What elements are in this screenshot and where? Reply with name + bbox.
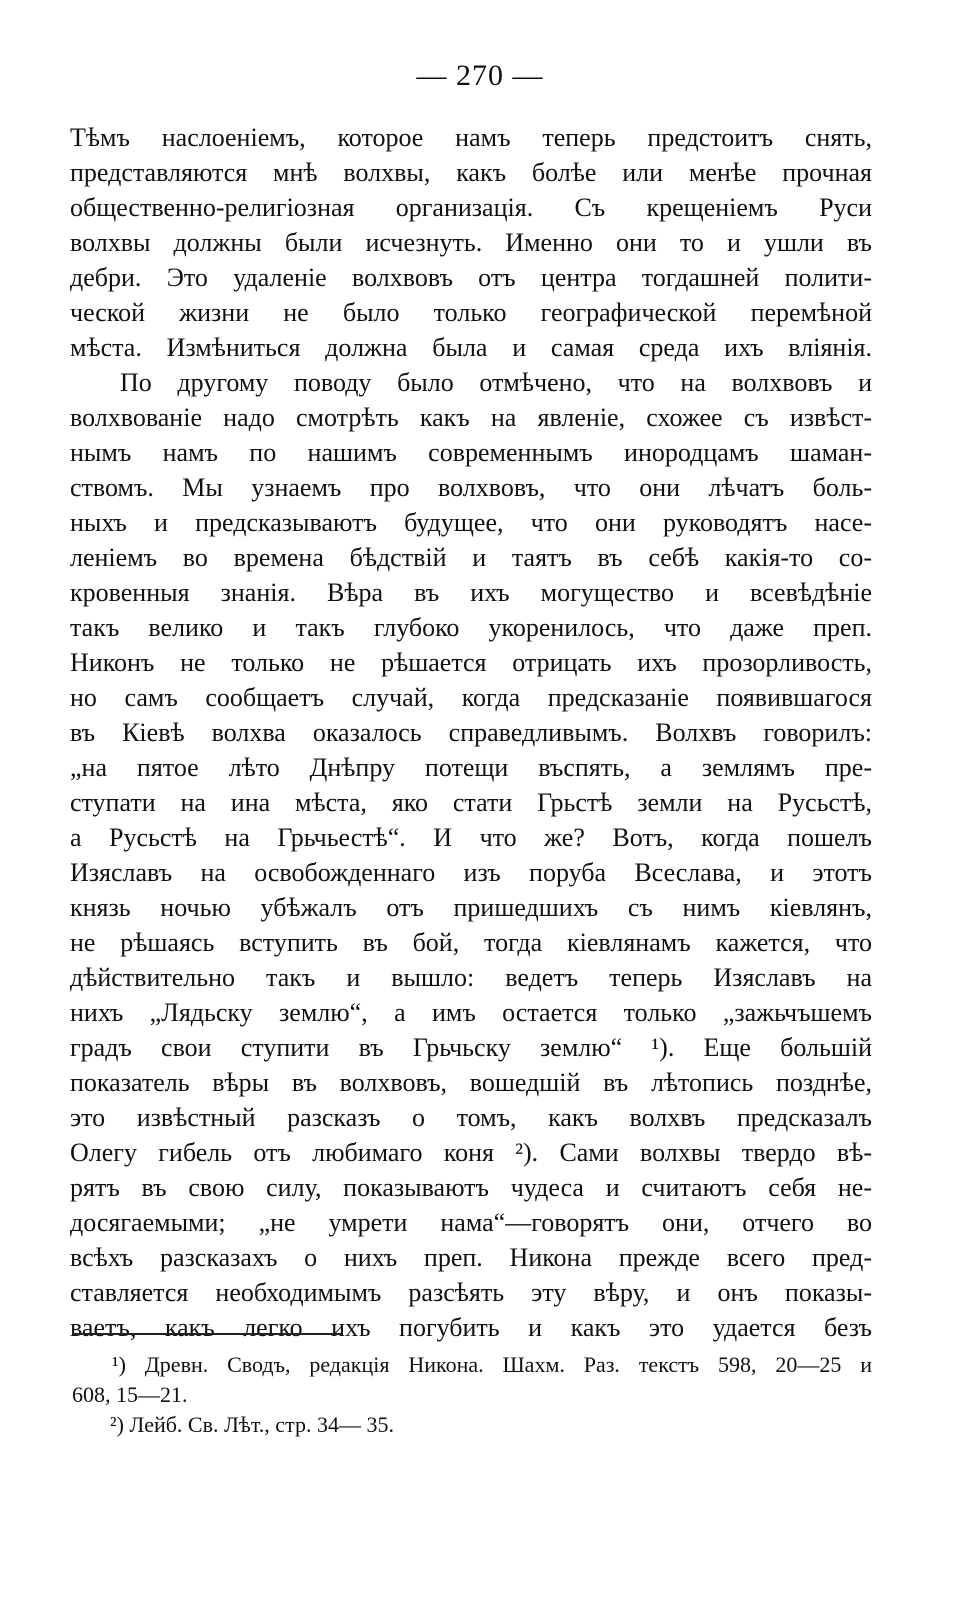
text-line: ставляется необходимымъ разсѣять эту вѣру, и онъ показы-: [70, 1278, 872, 1307]
text-line: Олегу гибель отъ любимаго коня ²). Сами волхвы твердо вѣ-: [70, 1138, 872, 1167]
text-line: но самъ сообщаетъ случай, когда предсказаніе появившагося: [70, 683, 872, 712]
text-line: ческой жизни не было только географической перемѣной: [70, 298, 872, 327]
text-line: ступати на ина мѣста, яко стати Грьстѣ земли на Русьстѣ,: [70, 788, 872, 817]
text-line: ствомъ. Мы узнаемъ про волхвовъ, что они лѣчатъ боль-: [70, 473, 872, 502]
text-line: кровенныя знанія. Вѣра въ ихъ могущество и всевѣдѣніе: [70, 578, 872, 607]
text-line: дебри. Это удаленіе волхвовъ отъ центра тогдашней полити-: [70, 263, 872, 292]
text-line: волхвы должны были исчезнуть. Именно они то и ушли въ: [70, 228, 872, 257]
text-line: рятъ въ свою силу, показываютъ чудеса и считаютъ себя не-: [70, 1173, 872, 1202]
text-line: въ Кіевѣ волхва оказалось справедливымъ. Волхвъ говорилъ:: [70, 718, 872, 747]
text-line: нымъ намъ по нашимъ современнымъ инородцамъ шаман-: [70, 438, 872, 467]
text-line: градъ свои ступити въ Грьчьску землю“ ¹). Еще большій: [70, 1033, 872, 1062]
text-line: не рѣшаясь вступить въ бой, тогда кіевлянамъ кажется, что: [70, 928, 872, 957]
text-line: дѣйствительно такъ и вышло: ведетъ теперь Изяславъ на: [70, 963, 872, 992]
text-line: Изяславъ на освобожденнаго изъ поруба Всеслава, и этотъ: [70, 858, 872, 887]
page-number: — 270 —: [416, 59, 544, 92]
text-line: По другому поводу было отмѣчено, что на волхвовъ и: [120, 368, 872, 397]
text-line: общественно-религіозная организація. Съ крещеніемъ Руси: [70, 193, 872, 222]
footnote-1: ¹) Древн. Сводъ, редакція Никона. Шахм. Раз. текстъ 598, 20—25 и: [112, 1352, 872, 1377]
text-line: показатель вѣры въ волхвовъ, вошедшій въ лѣтопись позднѣе,: [70, 1068, 872, 1097]
text-line: Никонъ не только не рѣшается отрицать ихъ прозорливость,: [70, 648, 872, 677]
text-line: мѣста. Измѣниться должна была и самая среда ихъ вліянія.: [70, 333, 872, 362]
text-line: это извѣстный разсказъ о томъ, какъ волхвъ предсказалъ: [70, 1103, 872, 1132]
footnotes: [72, 1350, 872, 1440]
text-line: представляются мнѣ волхвы, какъ болѣе или менѣе прочная: [70, 158, 872, 187]
text-line: леніемъ во времена бѣдствій и таятъ въ себѣ какія-то со-: [70, 543, 872, 572]
text-line: князь ночью убѣжалъ отъ пришедшихъ съ нимъ кіевлянъ,: [70, 893, 872, 922]
text-line: а Русьстѣ на Грьчьестѣ“. И что же? Вотъ, когда пошелъ: [70, 823, 872, 852]
text-line: ныхъ и предсказываютъ будущее, что они руководятъ насе-: [70, 508, 872, 537]
text-line: ваетъ, какъ легко ихъ погубить и какъ это удается безъ: [70, 1313, 872, 1342]
text-line: досягаемыми; „не умрети нама“—говорятъ они, отчего во: [70, 1208, 872, 1237]
footnote-2: ²) Лейб. Св. Лѣт., стр. 34— 35.: [110, 1412, 394, 1437]
text-line: Тѣмъ наслоеніемъ, которое намъ теперь предстоитъ снять,: [70, 123, 872, 152]
text-line: „на пятое лѣто Днѣпру потещи въспять, а землямъ пре-: [70, 753, 872, 782]
body-text: [70, 120, 872, 1345]
text-line: нихъ „Лядьску землю“, а имъ остается только „зажьчъшемъ: [70, 998, 872, 1027]
text-line: волхвованіе надо смотрѣть какъ на явленіе, схожее съ извѣст-: [70, 403, 872, 432]
text-line: всѣхъ разсказахъ о нихъ преп. Никона прежде всего пред-: [70, 1243, 872, 1272]
text-line: такъ велико и такъ глубоко укоренилось, что даже преп.: [70, 613, 872, 642]
footnote-divider: [72, 1333, 342, 1335]
footnote-1-continuation: 608, 15—21.: [72, 1382, 188, 1407]
